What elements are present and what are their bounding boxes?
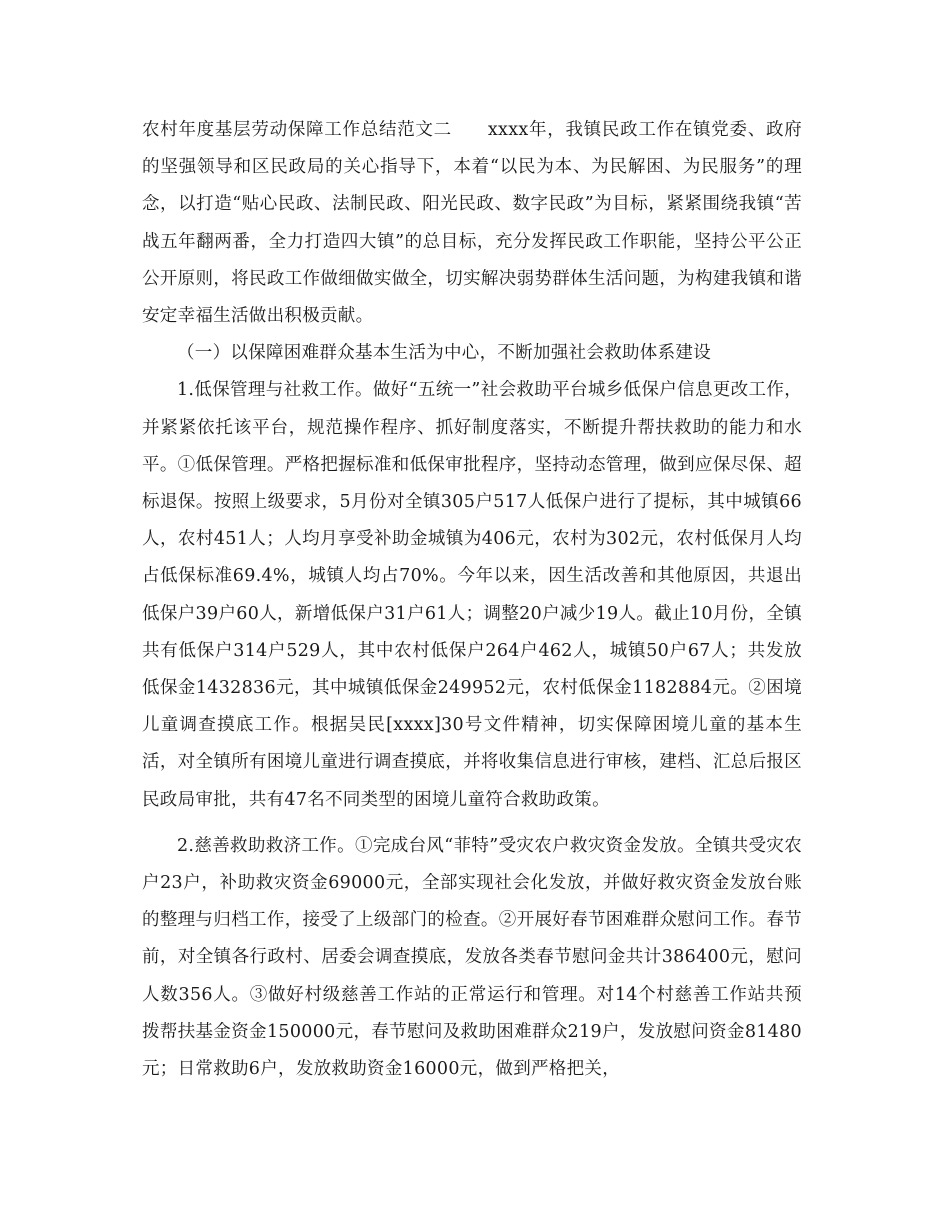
section-heading: （一）以保障困难群众基本生活为中心，不断加强社会救助体系建设: [177, 343, 711, 364]
intro-paragraph: [142, 112, 802, 335]
document-page: [142, 112, 802, 1088]
paragraph-charity: 2.慈善救助救济工作。①完成台风“菲特”受灾农户救灾资金发放。全镇共受灾农户23户，补助救灾资金69000元，全部实现社会化发放，并做好救灾资金发放台账的整理与归档工作，接受了上级部门的检查。②开展好春节困难群众慰问工作。春节前，对全镇各行政村、居委会调查摸底，发放各类春节慰问金共计386400元，慰问人数356人。③做好村级慈善工作站的正常运行和管理。对14个村慈善工作站共预拨帮扶基金资金150000元，春节慰问及救助困难群众219户，发放慰问资金81480元；日常救助6户，发放救助资金16000元，做到严格把关，: [142, 835, 802, 1080]
document-title: 农村年度基层劳动保障工作总结范文二: [142, 120, 452, 140]
intro-text: xxxx年，我镇民政工作在镇党委、政府的坚强领导和区民政局的关心指导下，本着“以民为本、为民解困、为民服务”的理念，以打造“贴心民政、法制民政、阳光民政、数字民政”为目标，紧紧围绕我镇“苦战五年翻两番，全力打造四大镇”的总目标，充分发挥民政工作职能，坚持公平公正公开原则，将民政工作做细做实做全，切实解决弱势群体生活问题，为构建我镇和谐安定幸福生活做出积极贡献。: [142, 120, 802, 327]
paragraph-gap: [142, 819, 802, 828]
paragraph-low-income: 1.低保管理与社救工作。做好“五统一”社会救助平台城乡低保户信息更改工作，并紧紧依托该平台，规范操作程序、抓好制度落实，不断提升帮扶救助的能力和水平。①低保管理。严格把握标准和低保审批程序，坚持动态管理，做到应保尽保、超标退保。按照上级要求，5月份对全镇305户517人低保户进行了提标，其中城镇66人，农村451人；人均月享受补助金城镇为406元，农村为302元，农村低保月人均占低保标准69.4%，城镇人均占70%。今年以来，因生活改善和其他原因，共退出低保户39户60人，新增低保户31户61人；调整20户减少19人。截止10月份，全镇共有低保户314户529人，其中农村低保户264户462人，城镇50户67人；共发放低保金1432836元，其中城镇低保金249952元，农村低保金1182884元。②困境儿童调查摸底工作。根据吴民[xxxx]30号文件精神，切实保障困境儿童的基本生活，对全镇所有困境儿童进行调查摸底，并将收集信息进行审核，建档、汇总后报区民政局审批，共有47名不同类型的困境儿童符合救助政策。: [142, 380, 802, 810]
